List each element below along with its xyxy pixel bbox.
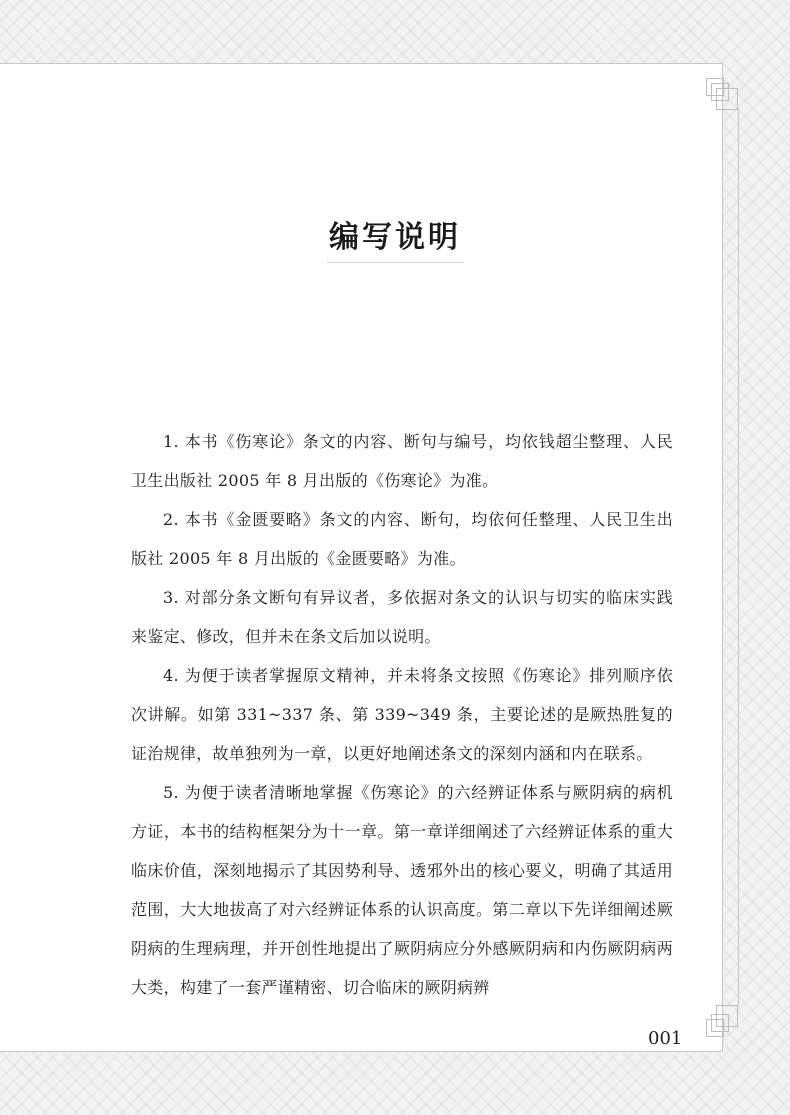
paragraph: 3. 对部分条文断句有异议者，多依据对条文的认识与切实的临床实践来鉴定、修改，但并未在条文后加以说明。 bbox=[131, 588, 673, 646]
body-text bbox=[131, 422, 673, 1007]
paragraph: 2. 本书《金匮要略》条文的内容、断句，均依何任整理、人民卫生出版社 2005 年 8 月出版的《金匮要略》为准。 bbox=[131, 510, 673, 568]
page-title: 编写说明 bbox=[327, 212, 463, 263]
title-container bbox=[0, 212, 790, 263]
paragraph: 5. 为便于读者清晰地掌握《伤寒论》的六经辨证体系与厥阴病的病机方证，本书的结构框架分为十一章。第一章详细阐述了六经辨证体系的重大临床价值，深刻地揭示了其因势利导、透邪外出的核心要义，明确了其适用范围，大大地拔高了对六经辨证体系的认识高度。第二章以下先详细阐述厥阴病的生理病理，并开创性地提出了厥阴病应分外感厥阴病和内伤厥阴病两大类，构建了一套严谨精密、切合临床的厥阴病辨 bbox=[131, 783, 673, 997]
paragraph: 4. 为便于读者掌握原文精神，并未将条文按照《伤寒论》排列顺序依次讲解。如第 331~337 条、第 339~349 条，主要论述的是厥热胜复的证治规律，故单独列为一章，以更好地阐述条文的深刻内涵和内在联系。 bbox=[131, 666, 673, 763]
corner-ornament-top bbox=[706, 78, 738, 110]
paragraph: 1. 本书《伤寒论》条文的内容、断句与编号，均依钱超尘整理、人民卫生出版社 2005 年 8 月出版的《伤寒论》为准。 bbox=[131, 432, 673, 490]
page-number: 001 bbox=[648, 1028, 683, 1049]
corner-ornament-bottom bbox=[706, 1005, 738, 1037]
